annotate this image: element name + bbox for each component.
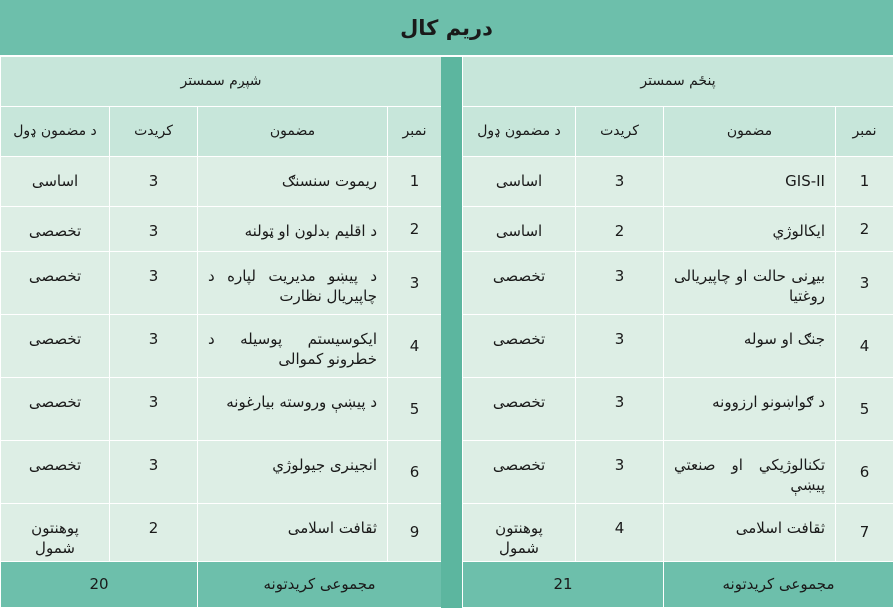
- row-subject: د اقلیم بدلون او ټولنه: [197, 207, 387, 252]
- total-credits-label: مجموعی کریدتونه: [197, 562, 441, 608]
- row-type: تخصصی: [462, 441, 575, 504]
- column-divider: [441, 57, 462, 608]
- row-subject: ثقافت اسلامی: [663, 504, 835, 562]
- column-header-type: د مضمون ډول: [0, 107, 109, 157]
- row-credit: 2: [109, 504, 197, 562]
- row-type: اساسی: [0, 157, 109, 207]
- row-credit: 3: [575, 252, 663, 315]
- row-credit: 3: [575, 315, 663, 378]
- row-type: تخصصی: [0, 378, 109, 441]
- row-subject: GIS-II: [663, 157, 835, 207]
- row-credit: 3: [109, 157, 197, 207]
- row-credit: 4: [575, 504, 663, 562]
- row-type: تخصصی: [462, 252, 575, 315]
- total-credits-value: 20: [0, 562, 197, 608]
- column-header-subject: مضمون: [197, 107, 387, 157]
- row-number: 6: [835, 441, 893, 504]
- row-credit: 3: [109, 252, 197, 315]
- row-number: 3: [835, 252, 893, 315]
- row-number: 2: [835, 207, 893, 252]
- row-number: 3: [387, 252, 441, 315]
- row-type: تخصصی: [0, 315, 109, 378]
- page-title: دریم کال: [0, 0, 893, 56]
- row-subject: ثقافت اسلامی: [197, 504, 387, 562]
- semester-6-title: شپږم سمستر: [0, 57, 441, 107]
- row-credit: 3: [109, 315, 197, 378]
- row-number: 4: [387, 315, 441, 378]
- row-credit: 3: [109, 378, 197, 441]
- row-type: پوهنتون شمول: [0, 504, 109, 562]
- row-type: پوهنتون شمول: [462, 504, 575, 562]
- row-subject: ریموت سنسنګ: [197, 157, 387, 207]
- column-header-type: د مضمون ډول: [462, 107, 575, 157]
- total-credits-label: مجموعی کریدتونه: [663, 562, 893, 608]
- column-header-number: نمبر: [387, 107, 441, 157]
- row-subject: بیړنی حالت او چاپیریالی روغتیا: [663, 252, 835, 315]
- row-subject: جنګ او سوله: [663, 315, 835, 378]
- row-number: 5: [387, 378, 441, 441]
- row-number: 4: [835, 315, 893, 378]
- row-number: 5: [835, 378, 893, 441]
- row-type: اساسی: [462, 157, 575, 207]
- row-credit: 3: [575, 441, 663, 504]
- row-number: 2: [387, 207, 441, 252]
- row-subject: ایکالوژي: [663, 207, 835, 252]
- semester-5-table: [462, 57, 893, 608]
- row-number: 7: [835, 504, 893, 562]
- row-subject: ایکوسیستم پوسیله د خطرونو کموالی: [197, 315, 387, 378]
- row-type: تخصصی: [462, 378, 575, 441]
- row-number: 1: [835, 157, 893, 207]
- row-subject: انجینری جیولوژي: [197, 441, 387, 504]
- row-number: 6: [387, 441, 441, 504]
- row-credit: 3: [109, 441, 197, 504]
- row-credit: 3: [109, 207, 197, 252]
- semester-6-table: [0, 57, 441, 608]
- column-header-number: نمبر: [835, 107, 893, 157]
- semester-5-title: پنځم سمستر: [462, 57, 893, 107]
- column-header-credit: کریدت: [109, 107, 197, 157]
- total-credits-value: 21: [462, 562, 663, 608]
- column-header-subject: مضمون: [663, 107, 835, 157]
- row-number: 9: [387, 504, 441, 562]
- row-credit: 2: [575, 207, 663, 252]
- column-header-credit: کریدت: [575, 107, 663, 157]
- row-credit: 3: [575, 378, 663, 441]
- row-type: تخصصی: [462, 315, 575, 378]
- row-subject: تکنالوژیکي او صنعتي پیښې: [663, 441, 835, 504]
- row-type: تخصصی: [0, 207, 109, 252]
- row-subject: د پیښې وروسته بیارغونه: [197, 378, 387, 441]
- row-subject: د ګواښونو ارزوونه: [663, 378, 835, 441]
- row-credit: 3: [575, 157, 663, 207]
- row-subject: د پیښو مدیریت لپاره د چاپیریال نظارت: [197, 252, 387, 315]
- row-type: تخصصی: [0, 252, 109, 315]
- row-type: تخصصی: [0, 441, 109, 504]
- row-number: 1: [387, 157, 441, 207]
- row-type: اساسی: [462, 207, 575, 252]
